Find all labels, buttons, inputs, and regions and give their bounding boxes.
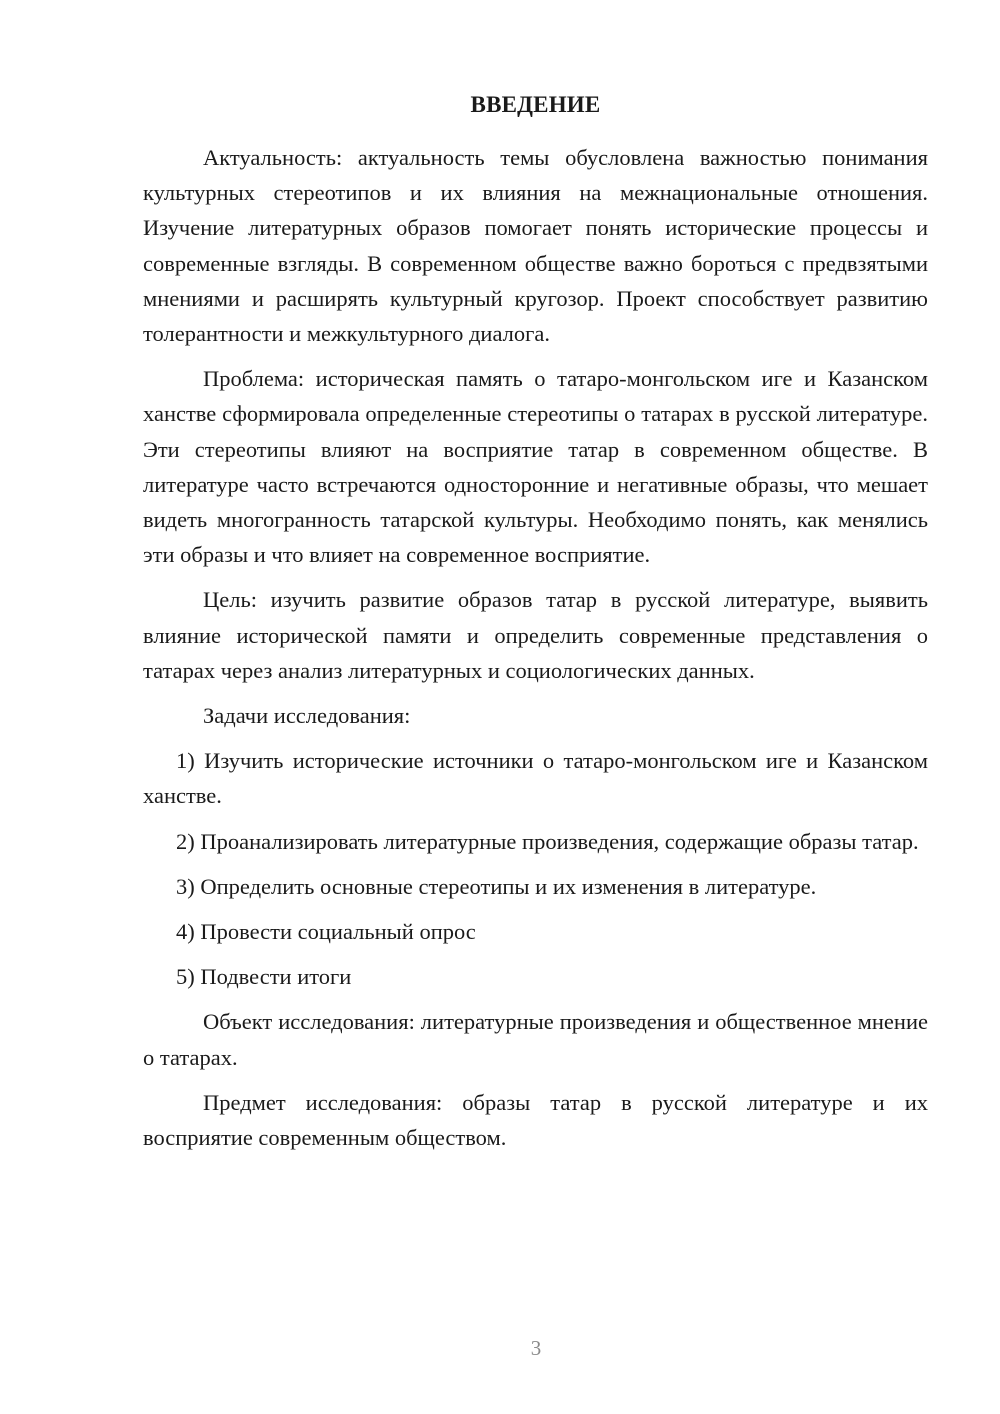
task-item-1: 1) Изучить исторические источники о татаро-монгольском иге и Казанском ханстве.: [143, 748, 928, 809]
problem-paragraph: Проблема: историческая память о татаро-монгольском иге и Казанском ханстве сформировала определенные стереотипы о татарах в русской литературе. Эти стереотипы влияют на восприятие татар в современном обществе. В литературе часто встречаются односторонние и негативные образы, что мешает видеть многогранность татарской культуры. Необходимо понять, как менялись эти образы и что влияет на современное восприятие.: [143, 366, 928, 568]
page-title: ВВЕДЕНИЕ: [470, 92, 601, 117]
task-item-3: 3) Определить основные стереотипы и их изменения в литературе.: [176, 873, 817, 899]
subject-paragraph: Предмет исследования: образы татар в русской литературе и их восприятие современным обществом.: [143, 1089, 928, 1151]
goal-paragraph: Цель: изучить развитие образов татар в русской литературе, выявить влияние исторической памяти и определить современные представления о татарах через анализ литературных и социологических данных.: [143, 587, 928, 683]
task-item-2: 2) Проанализировать литературные произведения, содержащие образы татар.: [176, 828, 919, 854]
task-item-5: 5) Подвести итоги: [176, 964, 352, 990]
page-number: 3: [530, 1336, 542, 1360]
tasks-list: [143, 743, 928, 994]
tasks-heading: Задачи исследования:: [203, 703, 411, 729]
task-item-4: 4) Провести социальный опрос: [176, 919, 476, 945]
object-paragraph: Объект исследования: литературные произведения и общественное мнение о татарах.: [143, 1009, 928, 1070]
relevance-paragraph: Актуальность: актуальность темы обусловлена важностью понимания культурных стереотипов и их влияния на межнациональные отношения. Изучение литературных образов помогает понять исторические процессы и современные взгляды. В современном обществе важно бороться с предвзятыми мнениями и расширять культурный кругозор. Проект способствует развитию толерантности и межкультурного диалога.: [143, 145, 928, 347]
